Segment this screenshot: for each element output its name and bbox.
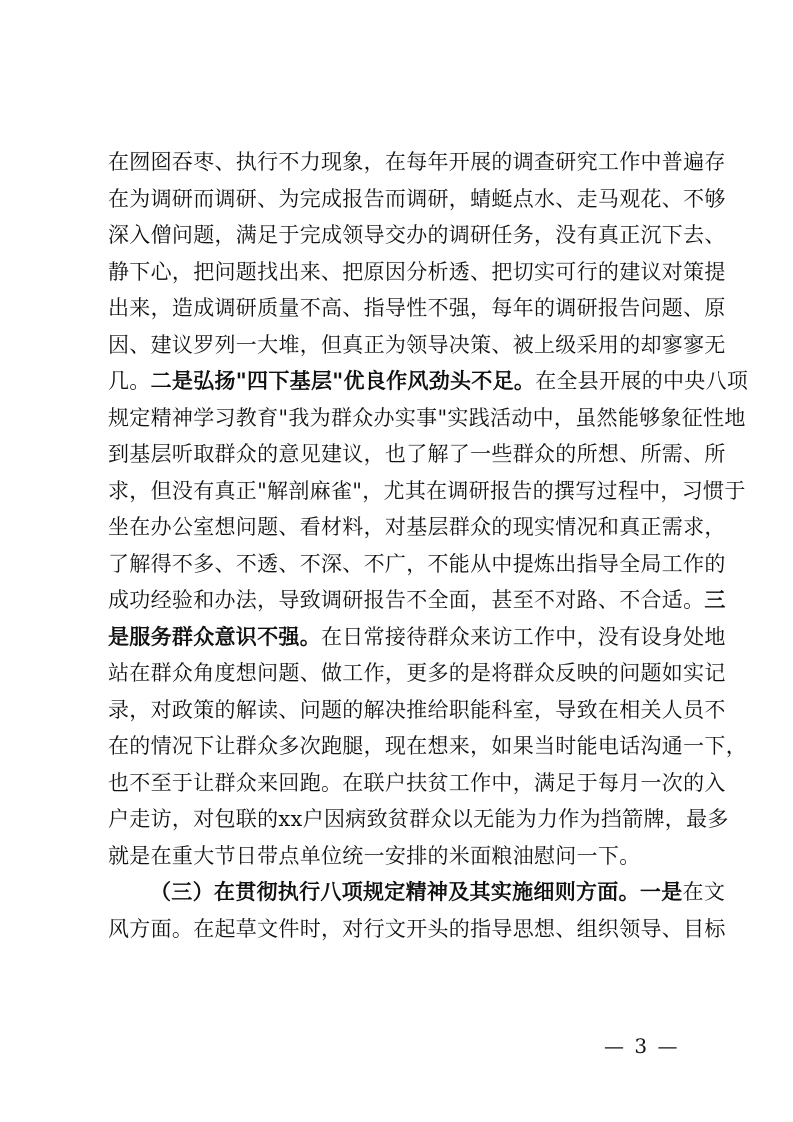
text-line [108,363,749,400]
bold-text-segment: 二是弘扬"四下基层"优良作风劲头不足。 [150,368,536,393]
text-line [108,801,729,838]
bold-text-segment: 三 [704,587,726,612]
text-segment: 求，但没有真正"解剖麻雀"，尤其在调研报告的撰写过程中，习惯于 [108,478,746,503]
text-line [108,728,747,765]
text-line [108,436,726,473]
text-line [108,838,688,875]
text-line [108,546,726,583]
text-line [108,582,726,619]
text-segment: 到基层听取群众的意见建议，也了解了一些群众的所想、所需、所 [108,442,726,466]
text-segment: 录，对政策的解读、问题的解决推给职能科室，导致在相关人员不 [108,697,726,722]
bold-text-segment: （三）在贯彻执行八项规定精神及其实施细则方面。 [150,879,640,904]
text-segment: 站在群众角度想问题、做工作，更多的是将群众反映的问题如实记 [108,661,726,685]
text-segment: 深入僧问题，满足于完成领导交办的调研任务，没有真正沉下去、 [108,223,726,247]
text-segment: 在日常接待群众来访工作中，没有设身处地 [321,624,726,649]
text-line [108,619,726,656]
text-line [108,181,726,218]
text-segment: 户走访，对包联的xx户因病致贫群众以无能为力作为挡箭牌，最多 [108,807,729,831]
text-line [108,144,726,181]
text-segment: 在全县开展的中央八项 [535,369,749,393]
text-line [108,692,726,729]
bold-text-segment: 一是 [639,879,683,904]
text-line [108,400,746,437]
text-segment: 在囫囵吞枣、执行不力现象，在每年开展的调查研究工作中普遍存 [108,150,726,174]
text-segment: 规定精神学习教育"我为群众办实事"实践活动中，虽然能够象征性地 [108,405,746,430]
text-segment: 风方面。在起草文件时，对行文开头的指导思想、组织领导、目标 [108,916,726,941]
body-paragraphs [108,144,749,947]
text-line [108,327,726,364]
text-segment: 出来，造成调研质量不高、指导性不强，每年的调研报告问题、原 [108,296,726,320]
text-line [108,254,726,291]
text-line [108,765,726,802]
bold-text-segment: 是服务群众意识不强。 [108,623,321,649]
text-line [108,655,726,692]
text-line [108,217,726,254]
page-number: — 3 — [604,1034,680,1058]
text-segment: 也不至于让群众来回跑。在联户扶贫工作中，满足于每月一次的入 [108,770,726,795]
text-segment: 在的情况下让群众多次跑腿，现在想来，如果当时能电话沟通一下， [108,734,747,758]
text-line [108,290,726,327]
text-segment: 静下心，把问题找出来、把原因分析透、把切实可行的建议对策提 [108,259,726,284]
text-segment: 几。 [108,369,151,393]
text-line [108,509,726,546]
text-segment: 因、建议罗列一大堆，但真正为领导决策、被上级采用的却寥寥无 [108,332,726,357]
text-line [108,874,726,911]
text-segment: 就是在重大节日带点单位统一安排的米面粮油慰问一下。 [108,843,641,868]
text-line [108,911,726,948]
text-segment: 在文 [682,880,726,904]
text-segment: 成功经验和办法，导致调研报告不全面，甚至不对路、不合适。 [108,588,705,612]
text-segment: 在为调研而调研、为完成报告而调研，蜻蜓点水、走马观花、不够 [108,186,726,211]
text-segment: 了解得不多、不透、不深、不广，不能从中提炼出指导全局工作的 [108,551,726,576]
text-segment: 坐在办公室想问题、看材料，对基层群众的现实情况和真正需求， [108,515,726,539]
text-line [108,473,746,510]
